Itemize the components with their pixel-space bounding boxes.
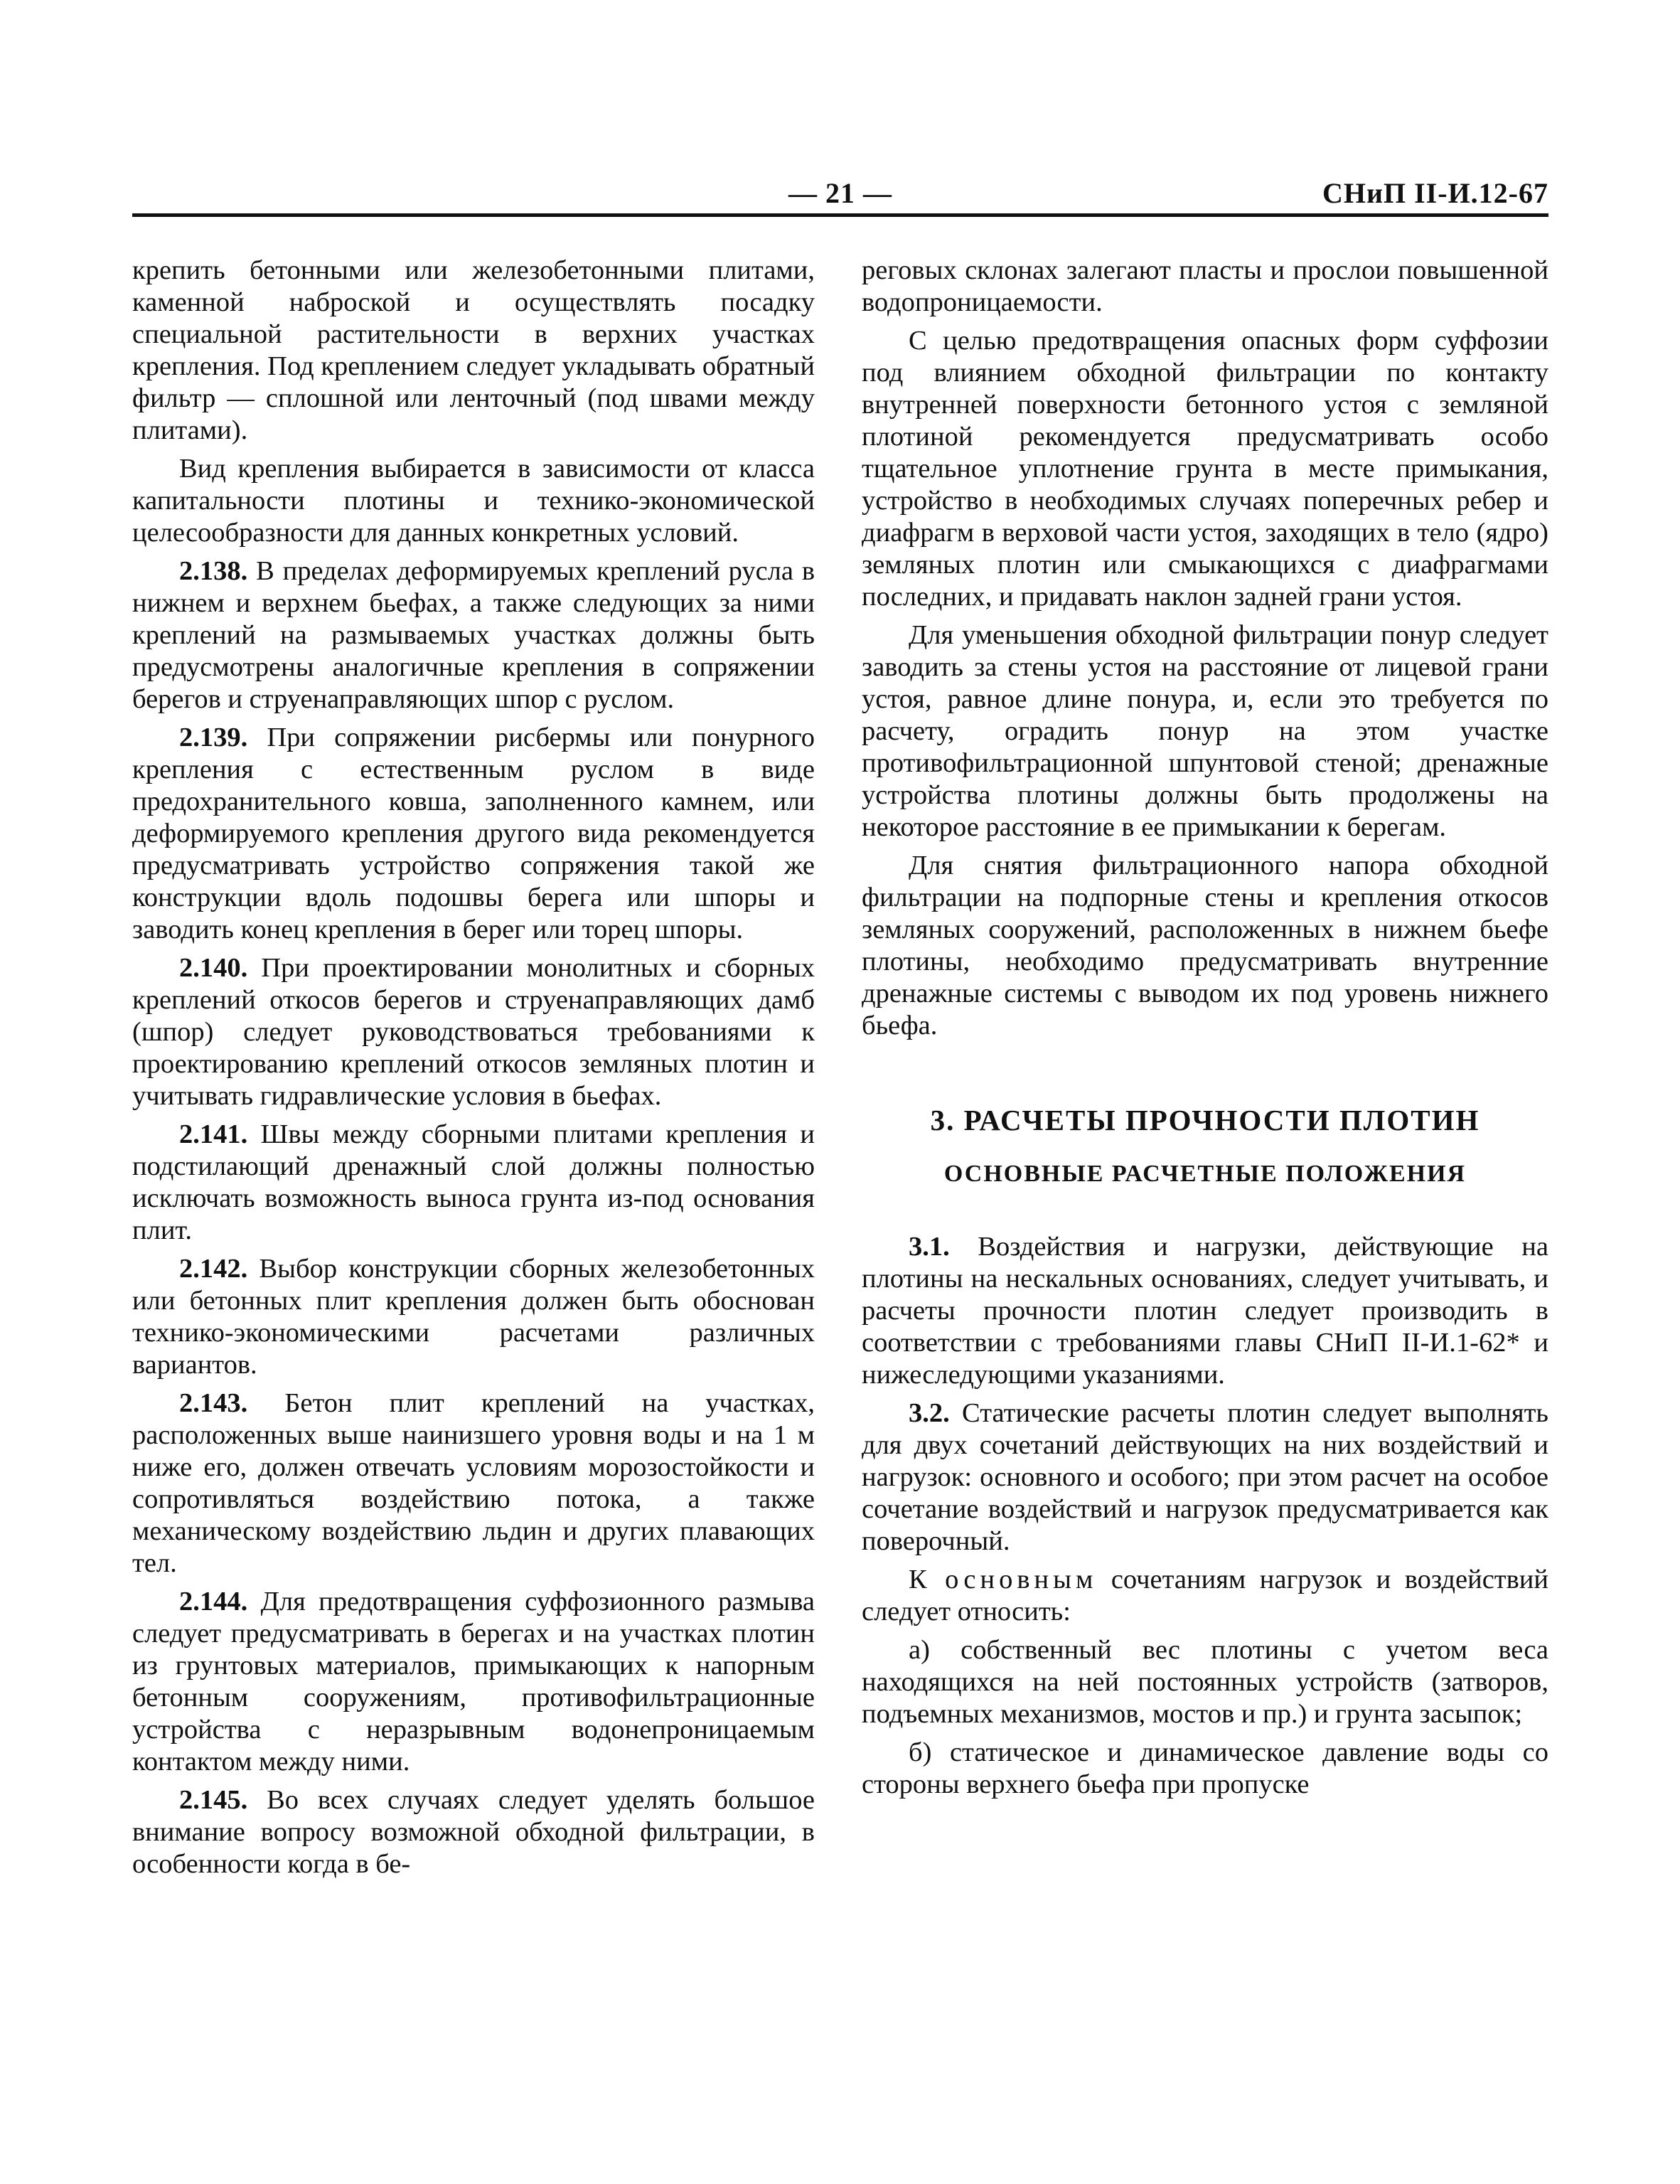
list-item: а) собственный вес плотины с учетом веса находящихся на ней постоянных устройств (затворов, подъемных механизмов, мостов и пр.) и грунта засыпок; bbox=[862, 1635, 1548, 1729]
paragraph-2-144: 2.144. Для предотвращения суффозионного размыва следует предусматривать в берегах и на участках плотин из грунтовых материалов, примыкающих к напорным бетонным сооружениям, противофильтрационные устройства с неразрывным водонепроницаемым контактом между ними. bbox=[132, 1587, 815, 1777]
subsection-title: ОСНОВНЫЕ РАСЧЕТНЫЕ ПОЛОЖЕНИЯ bbox=[943, 1161, 1467, 1187]
paragraph-2-138: 2.138. В пределах деформируемых креплений русла в нижнем и верхнем бьефах, а также следующих за ними креплений на размываемых участках должны быть предусмотрены аналогичные крепления в сопряжении берегов и струенаправляющих шпор с руслом. bbox=[132, 556, 815, 714]
page-number: — 21 — bbox=[788, 177, 892, 209]
clause-number: 2.142. bbox=[179, 1254, 248, 1284]
paragraph-3-1: 3.1. Воздействия и нагрузки, действующие на плотины на нескальных основаниях, следует учитывать, и расчеты прочности плотин следует производить в соответствии с требованиями главы СНиП II-И.1-62* и нижеследующими указаниями. bbox=[862, 1232, 1548, 1390]
paragraph: С целью предотвращения опасных форм суффозии под влиянием обходной фильтрации по контакту внутренней поверхности бетонного устоя с земляной плотиной рекомендуется предусматривать особо тщательное уплотнение грунта в месте примыкания, устройство в необходимых случаях поперечных ребер и диафрагм в верховой части устоя, заходящих в тело (ядро) земляных плотин или смыкающихся с диафрагмами последних, и придавать наклон задней грани устоя. bbox=[862, 326, 1548, 612]
paragraph: Для снятия фильтрационного напора обходной фильтрации на подпорные стены и крепления откосов земляных сооружений, расположенных в нижнем бьефе плотины, необходимо предусматривать внутренние дренажные системы с выводом их под уровень нижнего бьефа. bbox=[862, 851, 1548, 1040]
section-title: 3. РАСЧЕТЫ ПРОЧНОСТИ ПЛОТИН bbox=[930, 1104, 1480, 1136]
clause-number: 2.140. bbox=[179, 953, 248, 983]
paragraph-2-140: 2.140. При проектировании монолитных и сборных креплений откосов берегов и струенаправляющих дамб (шпор) следует руководствоваться требованиями к проектированию креплений откосов земляных плотин и учитывать гидравлические условия в бьефах. bbox=[132, 953, 815, 1111]
paragraph: Вид крепления выбирается в зависимости от класса капитальности плотины и технико-экономической целесообразности для данных конкретных условий. bbox=[132, 454, 815, 548]
paragraph-3-2: 3.2. Статические расчеты плотин следует выполнять для двух сочетаний действующих на них воздействий и нагрузок: основного и особого; при этом расчет на особое сочетание воздействий и нагрузок предусматривается как поверочный. bbox=[862, 1398, 1548, 1556]
clause-number: 2.139. bbox=[179, 723, 248, 752]
paragraph: крепить бетонными или железобетонными плитами, каменной наброской и осуществлять посадку специальной растительности в верхних участках крепления. Под креплением следует укладывать обратный фильтр — сплошной или ленточный (под швами между плитами). bbox=[132, 255, 815, 445]
clause-number: 3.1. bbox=[909, 1232, 950, 1262]
left-column bbox=[132, 255, 815, 1887]
paragraph-2-141: 2.141. Швы между сборными плитами крепления и подстилающий дренажный слой должны полностью исключать возможность выноса грунта из-под основания плит. bbox=[132, 1119, 815, 1245]
paragraph-2-143: 2.143. Бетон плит креплений на участках, расположенных выше наинизшего уровня воды и на 1 м ниже его, должен отвечать условиям морозостойкости и сопротивляться воздействию потока, а также механическому воздействию льдин и других плавающих тел. bbox=[132, 1388, 815, 1578]
paragraph-2-139: 2.139. При сопряжении рисбермы или понурного крепления с естественным руслом в виде предохранительного ковша, заполненного камнем, или деформируемого крепления другого вида рекомендуется предусматривать устройство сопряжения такой же конструкции вдоль подошвы берега или шпоры и заводить конец крепления в берег или торец шпоры. bbox=[132, 723, 815, 944]
clause-number: 2.144. bbox=[179, 1587, 248, 1616]
header-rule bbox=[132, 213, 1548, 217]
spaced-term: основным bbox=[945, 1565, 1098, 1594]
right-column bbox=[862, 255, 1548, 1807]
clause-number: 2.143. bbox=[179, 1388, 248, 1418]
paragraph-2-145: 2.145. Во всех случаях следует уделять большое внимание вопросу возможной обходной фильтрации, в особенности когда в бе- bbox=[132, 1785, 815, 1879]
page-header bbox=[132, 176, 1548, 216]
document-code: СНиП II-И.12-67 bbox=[1322, 177, 1548, 209]
paragraph: Для уменьшения обходной фильтрации понур следует заводить за стены устоя на расстояние от лицевой грани устоя, равное длине понура, и, если это требуется по расчету, оградить понур на этом участке противофильтрационной шпунтовой стеной; дренажные устройства плотины должны быть продолжены на некоторое расстояние в ее примыкании к берегам. bbox=[862, 620, 1548, 842]
clause-number: 2.138. bbox=[179, 556, 248, 586]
clause-number: 3.2. bbox=[909, 1398, 950, 1428]
clause-number: 2.141. bbox=[179, 1119, 248, 1149]
clause-number: 2.145. bbox=[179, 1785, 248, 1815]
paragraph-2-142: 2.142. Выбор конструкции сборных железобетонных или бетонных плит крепления должен быть обоснован технико-экономическими расчетами различных вариантов. bbox=[132, 1254, 815, 1380]
paragraph: реговых склонах залегают пласты и прослои повышенной водопроницаемости. bbox=[862, 255, 1548, 317]
list-item: б) статическое и динамическое давление воды со стороны верхнего бьефа при пропуске bbox=[862, 1737, 1548, 1799]
paragraph-basic-combinations: К основным сочетаниям нагрузок и воздействий следует относить: bbox=[862, 1565, 1548, 1626]
